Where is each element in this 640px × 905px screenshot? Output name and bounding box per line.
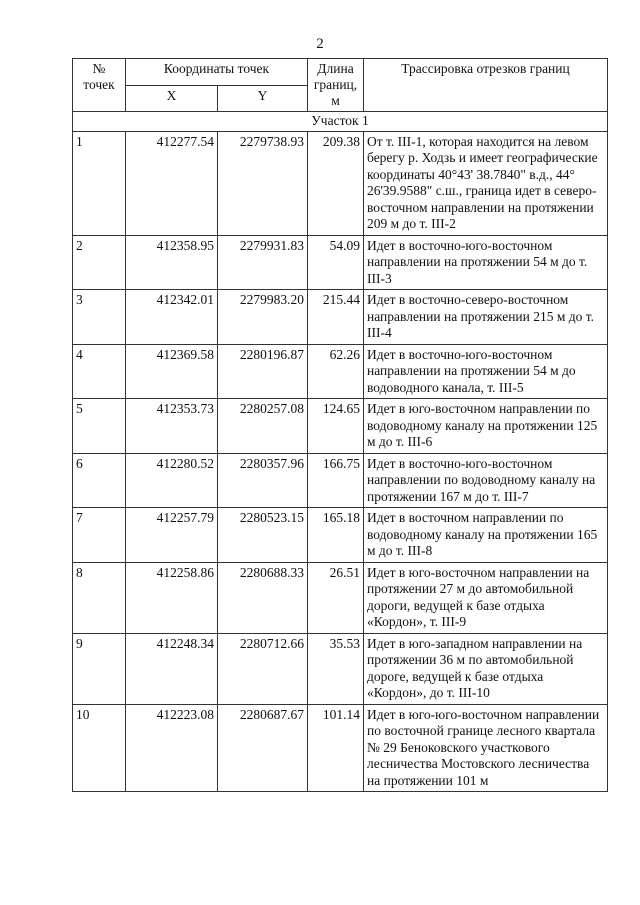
length-cell: 124.65 [308, 399, 364, 454]
y-coordinate-cell: 2280257.08 [218, 399, 308, 454]
point-number-cell: 9 [73, 633, 126, 704]
x-coordinate-cell: 412223.08 [126, 704, 218, 792]
length-cell: 54.09 [308, 235, 364, 290]
table-body [73, 112, 608, 792]
y-coordinate-cell: 2279738.93 [218, 131, 308, 235]
table-row [73, 453, 608, 508]
description-cell: Идет в восточно-юго-восточном направлении на протяжении 54 м до т. III-3 [364, 235, 608, 290]
table-row [73, 344, 608, 399]
point-number-cell: 4 [73, 344, 126, 399]
x-coordinate-cell: 412257.79 [126, 508, 218, 563]
y-coordinate-cell: 2279931.83 [218, 235, 308, 290]
point-number-cell: 10 [73, 704, 126, 792]
y-coordinate-cell: 2280688.33 [218, 562, 308, 633]
y-coordinate-cell: 2280712.66 [218, 633, 308, 704]
description-cell: Идет в восточно-юго-восточном направлении по водоводному каналу на протяжении 167 м до т. III-7 [364, 453, 608, 508]
x-coordinate-cell: 412248.34 [126, 633, 218, 704]
x-coordinate-cell: 412342.01 [126, 290, 218, 345]
x-coordinate-cell: 412353.73 [126, 399, 218, 454]
table-row [73, 508, 608, 563]
length-cell: 35.53 [308, 633, 364, 704]
section-row [73, 112, 608, 132]
description-cell: Идет в юго-восточном направлении по водоводному каналу на протяжении 125 м до т. III-6 [364, 399, 608, 454]
table-row [73, 562, 608, 633]
table-row [73, 399, 608, 454]
header-length: Длина границ, м [308, 59, 364, 112]
table-row [73, 290, 608, 345]
y-coordinate-cell: 2280196.87 [218, 344, 308, 399]
description-cell: Идет в восточно-юго-восточном направлении на протяжении 54 м до водоводного канала, т. III-5 [364, 344, 608, 399]
description-cell: Идет в юго-западном направлении на протяжении 36 м по автомобильной дороге, ведущей к базе отдыха «Кордон», до т. III-10 [364, 633, 608, 704]
table-header-row [73, 59, 608, 86]
x-coordinate-cell: 412277.54 [126, 131, 218, 235]
x-coordinate-cell: 412358.95 [126, 235, 218, 290]
point-number-cell: 7 [73, 508, 126, 563]
header-y: Y [218, 85, 308, 112]
table-row [73, 131, 608, 235]
description-cell: Идет в юго-юго-восточном направлении по восточной границе лесного квартала № 29 Беноковского участкового лесничества Мостовского лесничества на протяжении 101 м [364, 704, 608, 792]
point-number-cell: 2 [73, 235, 126, 290]
y-coordinate-cell: 2280357.96 [218, 453, 308, 508]
header-coordinates: Координаты точек [126, 59, 308, 86]
x-coordinate-cell: 412258.86 [126, 562, 218, 633]
section-title: Участок 1 [73, 112, 608, 132]
length-cell: 101.14 [308, 704, 364, 792]
boundary-coordinates-table [72, 58, 608, 792]
description-cell: Идет в восточном направлении по водоводному каналу на протяжении 165 м до т. III-8 [364, 508, 608, 563]
length-cell: 209.38 [308, 131, 364, 235]
header-x: X [126, 85, 218, 112]
y-coordinate-cell: 2279983.20 [218, 290, 308, 345]
header-description: Трассировка отрезков границ [364, 59, 608, 112]
length-cell: 26.51 [308, 562, 364, 633]
length-cell: 165.18 [308, 508, 364, 563]
description-cell: Идет в юго-восточном направлении на протяжении 27 м до автомобильной дороги, ведущей к базе отдыха «Кордон», т. III-9 [364, 562, 608, 633]
header-point-number: № точек [73, 59, 126, 112]
point-number-cell: 6 [73, 453, 126, 508]
description-cell: От т. III-1, которая находится на левом берегу р. Ходзь и имеет географические координаты 40°43' 38.7840" в.д., 44° 26'39.9588" с.ш., граница идет в северо-восточном направлении на протяжении 209 м до т. III-2 [364, 131, 608, 235]
page-number: 2 [316, 36, 324, 52]
length-cell: 215.44 [308, 290, 364, 345]
table-row [73, 704, 608, 792]
x-coordinate-cell: 412280.52 [126, 453, 218, 508]
table-row [73, 633, 608, 704]
point-number-cell: 3 [73, 290, 126, 345]
point-number-cell: 5 [73, 399, 126, 454]
point-number-cell: 1 [73, 131, 126, 235]
length-cell: 166.75 [308, 453, 364, 508]
y-coordinate-cell: 2280687.67 [218, 704, 308, 792]
y-coordinate-cell: 2280523.15 [218, 508, 308, 563]
description-cell: Идет в восточно-северо-восточном направлении на протяжении 215 м до т. III-4 [364, 290, 608, 345]
table-row [73, 235, 608, 290]
x-coordinate-cell: 412369.58 [126, 344, 218, 399]
point-number-cell: 8 [73, 562, 126, 633]
length-cell: 62.26 [308, 344, 364, 399]
